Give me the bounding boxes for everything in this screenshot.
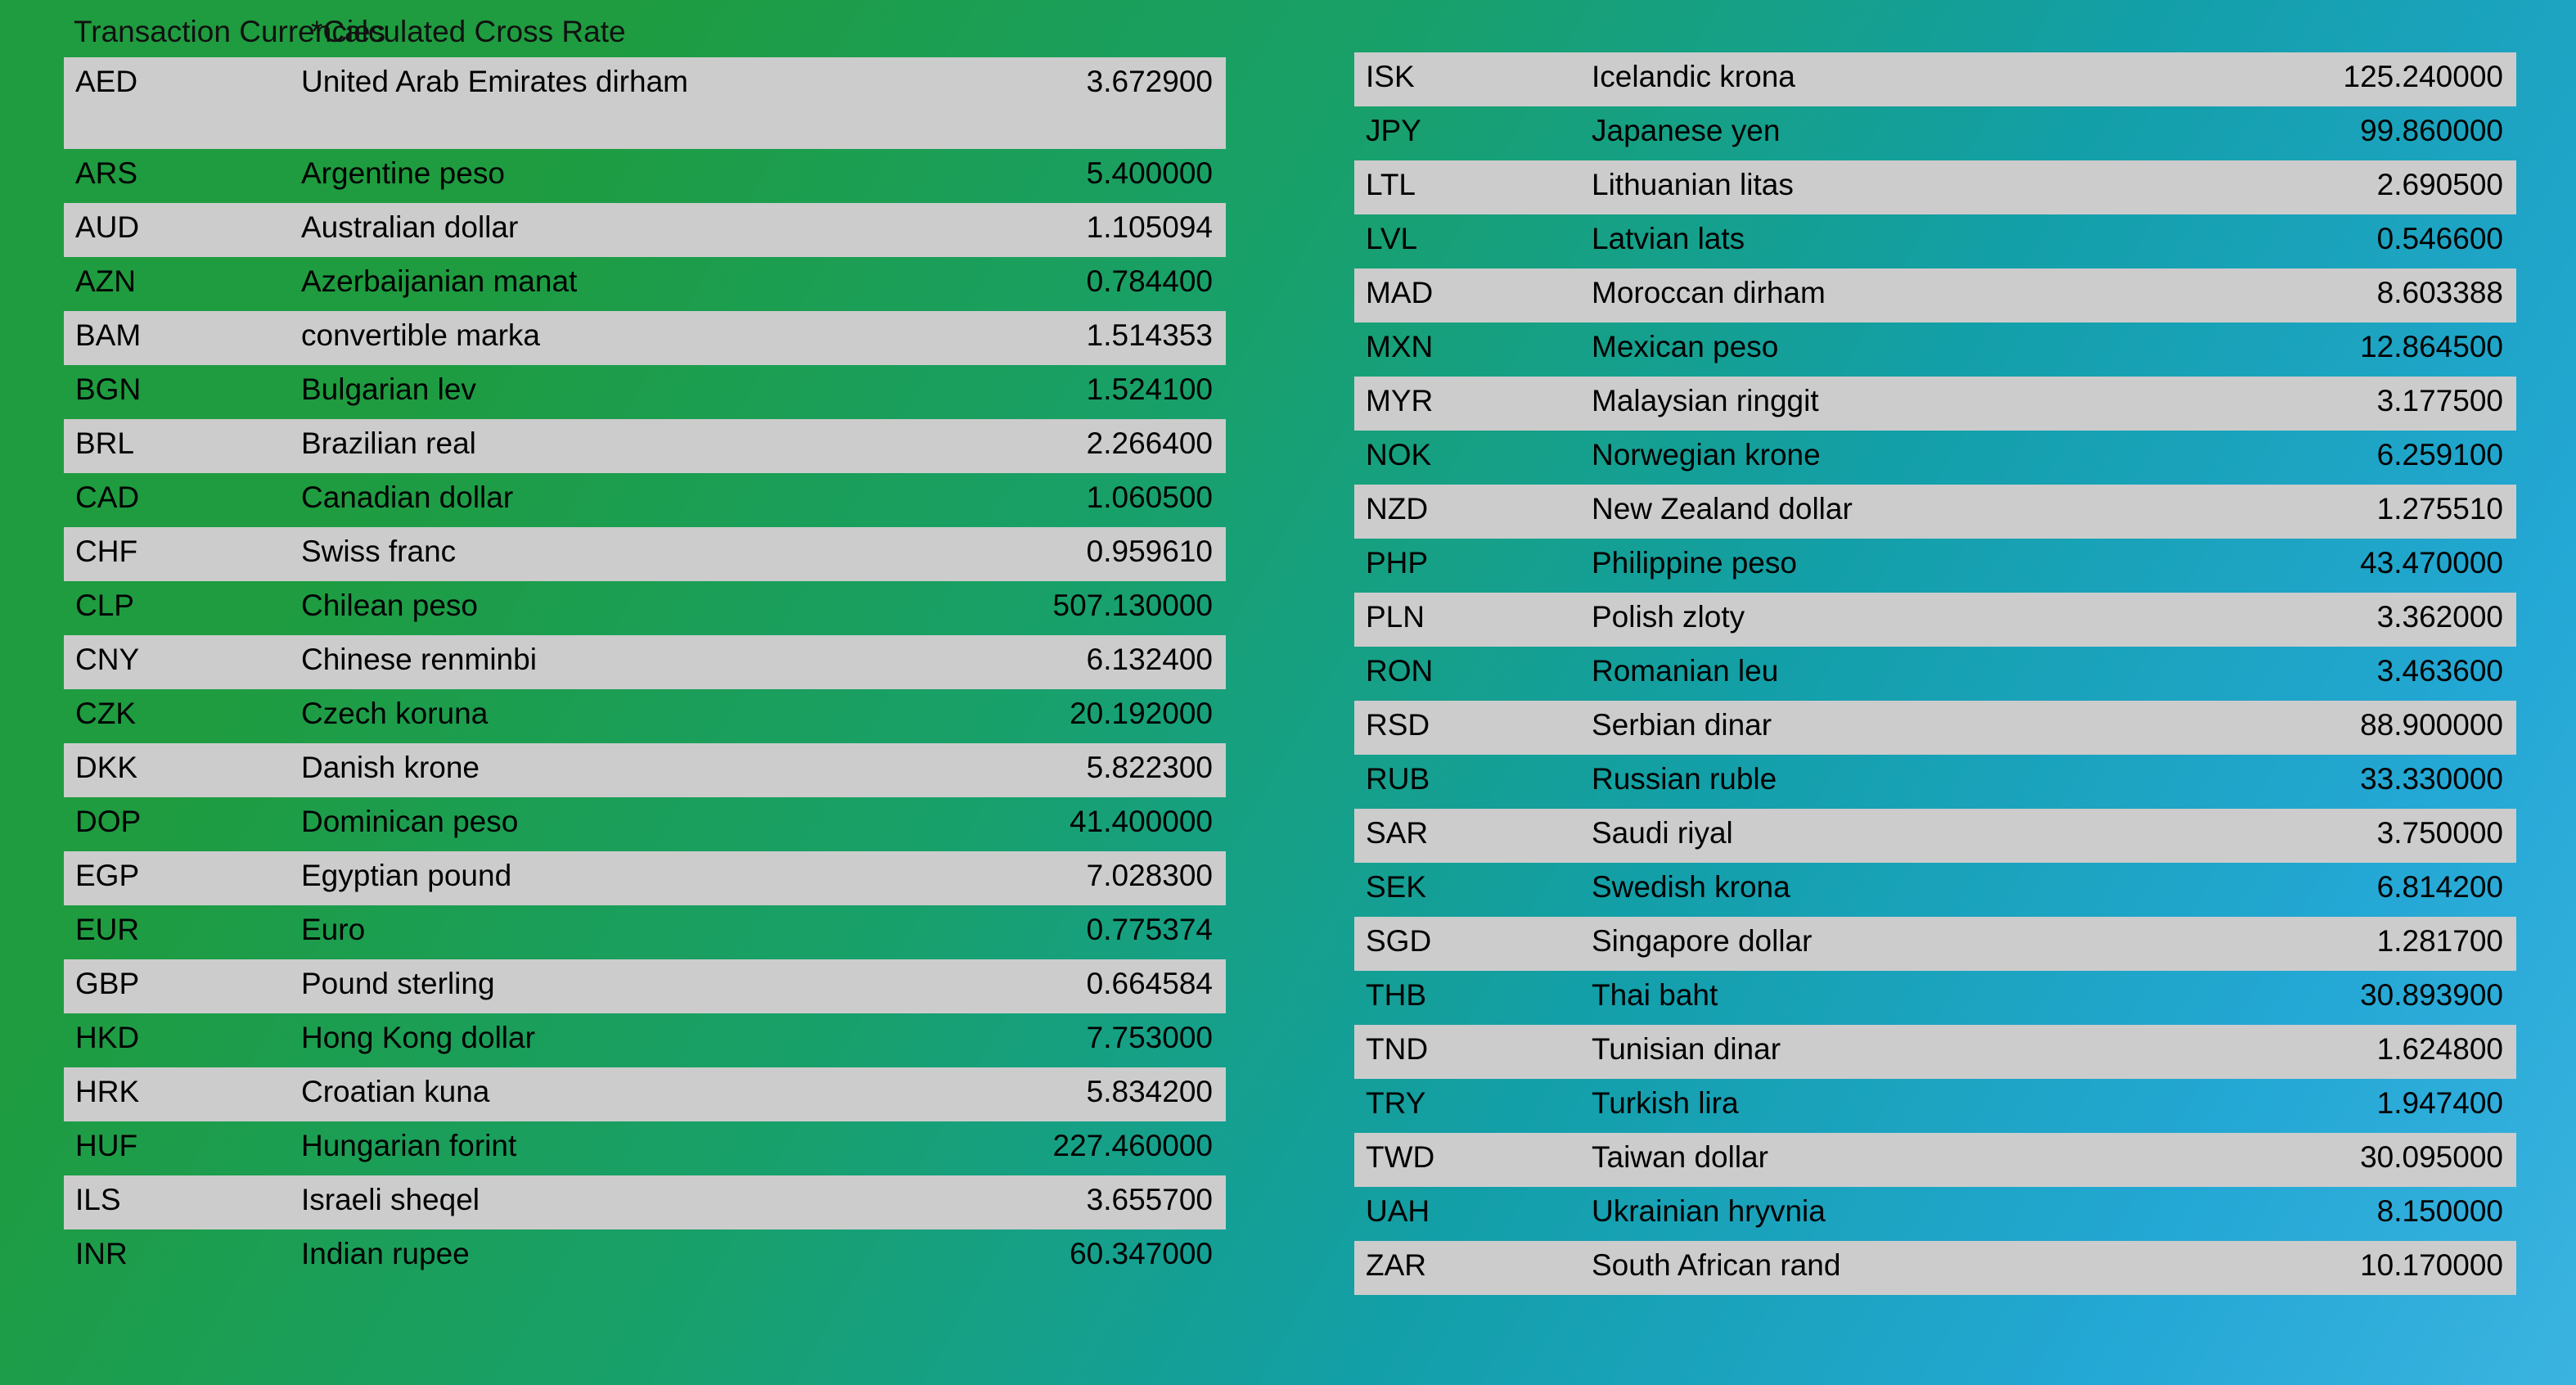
currency-code: EUR — [75, 913, 140, 946]
table-row — [64, 203, 1226, 257]
table-row — [64, 311, 1226, 365]
cross-rate-value: 88.900000 — [2360, 708, 2503, 742]
currency-code: NZD — [1366, 492, 1429, 526]
currency-code: RON — [1366, 654, 1434, 688]
currency-code: TND — [1366, 1032, 1429, 1066]
currency-name: Turkish lira — [1592, 1086, 1739, 1120]
table-row — [64, 689, 1226, 743]
currency-code: CZK — [75, 697, 136, 730]
currency-name: Japanese yen — [1592, 114, 1781, 147]
cross-rate-value: 8.603388 — [2376, 276, 2503, 309]
cross-rate-value: 12.864500 — [2360, 330, 2503, 363]
cross-rate-value: 1.105094 — [1086, 210, 1213, 244]
currency-code: DOP — [75, 805, 142, 838]
cross-rate-value: 125.240000 — [2343, 60, 2503, 93]
currency-name: Indian rupee — [301, 1237, 470, 1270]
table-row — [64, 635, 1226, 689]
table-row — [64, 797, 1226, 851]
currency-name: Serbian dinar — [1592, 708, 1772, 742]
table-row — [64, 365, 1226, 419]
currency-name: Ukrainian hryvnia — [1592, 1194, 1826, 1228]
currency-code: THB — [1366, 978, 1426, 1012]
currency-name: Bulgarian lev — [301, 372, 476, 406]
currency-name: Argentine peso — [301, 156, 505, 190]
currency-code: SEK — [1366, 870, 1427, 904]
table-row — [1354, 1241, 2516, 1295]
currency-code: MYR — [1366, 384, 1434, 417]
currency-name: Romanian leu — [1592, 654, 1779, 688]
table-row — [64, 581, 1226, 635]
currency-code: AUD — [75, 210, 140, 244]
cross-rate-value: 0.775374 — [1086, 913, 1213, 946]
currency-name: Polish zloty — [1592, 600, 1745, 634]
table-row — [1354, 539, 2516, 593]
currency-name: Euro — [301, 913, 366, 946]
left-table-header — [64, 15, 1226, 57]
table-row — [64, 1121, 1226, 1175]
table-row — [1354, 863, 2516, 917]
currency-name: Philippine peso — [1592, 546, 1797, 580]
currency-name: Pound sterling — [301, 967, 495, 1000]
cross-rate-value: 1.275510 — [2376, 492, 2503, 526]
currency-code: PHP — [1366, 546, 1429, 580]
cross-rate-value: 7.028300 — [1086, 859, 1213, 892]
currency-code: BGN — [75, 372, 142, 406]
currency-name: Chilean peso — [301, 589, 478, 622]
currency-name: Malaysian ringgit — [1592, 384, 1819, 417]
currency-code: HKD — [75, 1021, 140, 1054]
table-row — [1354, 214, 2516, 268]
cross-rate-value: 33.330000 — [2360, 762, 2503, 796]
currency-name: South African rand — [1592, 1248, 1841, 1282]
currency-code: HRK — [75, 1075, 140, 1108]
currency-code: AZN — [75, 264, 136, 298]
currency-name: Norwegian krone — [1592, 438, 1821, 471]
currency-code: INR — [75, 1237, 128, 1270]
currency-code: SGD — [1366, 924, 1432, 958]
currency-code: CLP — [75, 589, 134, 622]
currency-code: CNY — [75, 643, 140, 676]
table-row — [1354, 701, 2516, 755]
table-row — [1354, 52, 2516, 106]
currency-name: Tunisian dinar — [1592, 1032, 1781, 1066]
table-row — [64, 419, 1226, 473]
cross-rate-value: 507.130000 — [1052, 589, 1213, 622]
table-row — [64, 743, 1226, 797]
table-row — [1354, 106, 2516, 160]
cross-rate-value: 3.655700 — [1086, 1183, 1213, 1216]
cross-rate-value: 0.959610 — [1086, 535, 1213, 568]
cross-rate-value: 20.192000 — [1070, 697, 1213, 730]
cross-rate-value: 99.860000 — [2360, 114, 2503, 147]
left-rate-table — [64, 57, 1226, 1283]
currency-code: UAH — [1366, 1194, 1430, 1228]
currency-name: United Arab Emirates dirham — [301, 65, 688, 98]
currency-name: Russian ruble — [1592, 762, 1777, 796]
currency-code: SAR — [1366, 816, 1429, 850]
cross-rate-value: 30.893900 — [2360, 978, 2503, 1012]
currency-code: BRL — [75, 426, 134, 460]
currency-code: PLN — [1366, 600, 1425, 634]
table-row — [64, 905, 1226, 959]
currency-code: RSD — [1366, 708, 1430, 742]
currency-name: Egyptian pound — [301, 859, 512, 892]
currency-name: Australian dollar — [301, 210, 519, 244]
table-row — [1354, 485, 2516, 539]
currency-code: EGP — [75, 859, 140, 892]
right-rate-table — [1354, 52, 2516, 1295]
currency-name: Moroccan dirham — [1592, 276, 1826, 309]
table-row — [64, 527, 1226, 581]
currency-name: New Zealand dollar — [1592, 492, 1853, 526]
table-row — [1354, 1079, 2516, 1133]
cross-rate-value: 60.347000 — [1070, 1237, 1213, 1270]
cross-rate-value: 1.624800 — [2376, 1032, 2503, 1066]
right-column — [1354, 34, 2516, 1295]
currency-code: TWD — [1366, 1140, 1435, 1174]
currency-code: CHF — [75, 535, 138, 568]
currency-code: TRY — [1366, 1086, 1426, 1120]
table-row — [64, 1067, 1226, 1121]
table-row — [1354, 1133, 2516, 1187]
currency-name: Hungarian forint — [301, 1129, 517, 1162]
currency-name: Azerbaijanian manat — [301, 264, 578, 298]
cross-rate-value: 8.150000 — [2376, 1194, 2503, 1228]
cross-rate-value: 3.177500 — [2376, 384, 2503, 417]
currency-code: MXN — [1366, 330, 1434, 363]
cross-rate-value: 1.281700 — [2376, 924, 2503, 958]
cross-rate-value: 6.814200 — [2376, 870, 2503, 904]
cross-rate-value: 6.259100 — [2376, 438, 2503, 471]
cross-rate-value: 3.672900 — [1086, 65, 1213, 98]
currency-code: ISK — [1366, 60, 1415, 93]
currency-name: Singapore dollar — [1592, 924, 1813, 958]
currency-name: Latvian lats — [1592, 222, 1745, 255]
cross-rate-value: 41.400000 — [1070, 805, 1213, 838]
currency-name: Taiwan dollar — [1592, 1140, 1768, 1174]
currency-name: Brazilian real — [301, 426, 476, 460]
currency-code: LTL — [1366, 168, 1416, 201]
currency-name: Saudi riyal — [1592, 816, 1733, 850]
cross-rate-value: 1.524100 — [1086, 372, 1213, 406]
currency-name: Hong Kong dollar — [301, 1021, 535, 1054]
currency-name: convertible marka — [301, 318, 541, 352]
table-row — [1354, 971, 2516, 1025]
table-row — [1354, 1025, 2516, 1079]
currency-name: Czech koruna — [301, 697, 489, 730]
cross-rate-value: 2.690500 — [2376, 168, 2503, 201]
table-row — [1354, 917, 2516, 971]
currency-code: MAD — [1366, 276, 1434, 309]
table-row — [64, 1175, 1226, 1229]
currency-code: RUB — [1366, 762, 1430, 796]
cross-rate-value: 227.460000 — [1052, 1129, 1213, 1162]
currency-code: ARS — [75, 156, 138, 190]
table-row — [1354, 1187, 2516, 1241]
cross-rate-value: 0.784400 — [1086, 264, 1213, 298]
currency-name: Croatian kuna — [301, 1075, 490, 1108]
currency-code: AED — [75, 65, 138, 98]
cross-rate-value: 3.362000 — [2376, 600, 2503, 634]
currency-code: BAM — [75, 318, 142, 352]
right-table-header — [1354, 34, 2516, 52]
cross-rate-value: 5.822300 — [1086, 751, 1213, 784]
currency-name: Chinese renminbi — [301, 643, 537, 676]
cross-rate-value: 10.170000 — [2360, 1248, 2503, 1282]
currency-name: Lithuanian litas — [1592, 168, 1794, 201]
currency-name: Dominican peso — [301, 805, 519, 838]
cross-rate-value: 43.470000 — [2360, 546, 2503, 580]
table-row — [64, 149, 1226, 203]
table-row — [64, 959, 1226, 1013]
cross-rate-value: 1.514353 — [1086, 318, 1213, 352]
currency-code: ZAR — [1366, 1248, 1426, 1282]
currency-name: Mexican peso — [1592, 330, 1779, 363]
cross-rate-value: 6.132400 — [1086, 643, 1213, 676]
cross-rate-value: 5.400000 — [1086, 156, 1213, 190]
table-row — [1354, 593, 2516, 647]
table-row — [1354, 755, 2516, 809]
left-header-rate-label: *Calculated Cross Rate — [311, 15, 626, 48]
currency-code: LVL — [1366, 222, 1418, 255]
cross-rate-value: 5.834200 — [1086, 1075, 1213, 1108]
table-row — [1354, 268, 2516, 323]
table-row — [1354, 160, 2516, 214]
cross-rate-value: 30.095000 — [2360, 1140, 2503, 1174]
currency-code: CAD — [75, 480, 140, 514]
currency-code: JPY — [1366, 114, 1421, 147]
currency-code: HUF — [75, 1129, 138, 1162]
table-row — [1354, 323, 2516, 377]
table-row — [64, 473, 1226, 527]
currency-name: Swiss franc — [301, 535, 457, 568]
cross-rate-value: 2.266400 — [1086, 426, 1213, 460]
currency-code: GBP — [75, 967, 140, 1000]
table-row — [64, 57, 1226, 149]
table-row — [1354, 809, 2516, 863]
currency-name: Canadian dollar — [301, 480, 514, 514]
table-row — [64, 851, 1226, 905]
currency-name: Thai baht — [1592, 978, 1718, 1012]
cross-rate-value: 1.947400 — [2376, 1086, 2503, 1120]
cross-rate-value: 3.750000 — [2376, 816, 2503, 850]
left-column — [64, 15, 1226, 1283]
left-header-currencies-label: Transaction Currencies — [74, 15, 386, 48]
currency-name: Swedish krona — [1592, 870, 1790, 904]
table-row — [64, 1013, 1226, 1067]
cross-rate-value: 3.463600 — [2376, 654, 2503, 688]
table-row — [1354, 431, 2516, 485]
table-row — [1354, 377, 2516, 431]
currency-code: NOK — [1366, 438, 1432, 471]
currency-code: ILS — [75, 1183, 121, 1216]
cross-rate-value: 1.060500 — [1086, 480, 1213, 514]
currency-name: Danish krone — [301, 751, 480, 784]
currency-name: Israeli sheqel — [301, 1183, 480, 1216]
cross-rate-value: 0.546600 — [2376, 222, 2503, 255]
currency-name: Icelandic krona — [1592, 60, 1795, 93]
table-row — [64, 1229, 1226, 1283]
cross-rate-value: 0.664584 — [1086, 967, 1213, 1000]
table-row — [1354, 647, 2516, 701]
cross-rate-value: 7.753000 — [1086, 1021, 1213, 1054]
table-row — [64, 257, 1226, 311]
currency-code: DKK — [75, 751, 138, 784]
